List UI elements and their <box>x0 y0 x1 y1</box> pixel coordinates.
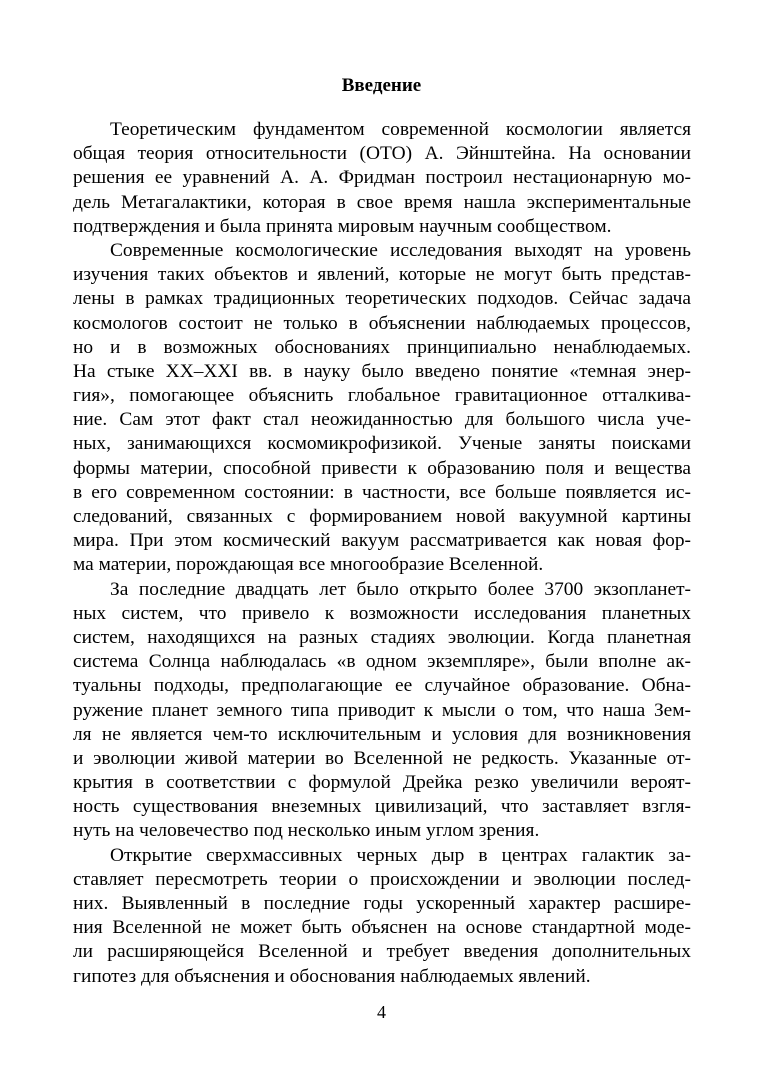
text-line: Открытие сверхмассивных черных дыр в центрах галактик за- <box>110 844 691 866</box>
text-line: ли расширяющейся Вселенной и требует введения дополнительных <box>73 941 691 963</box>
text-line: лены в рамках традиционных теоретических подходов. Сейчас задача <box>73 288 691 310</box>
text-line: ля не является чем-то исключительным и условия для возникновения <box>73 723 691 745</box>
text-line: ма материи, порождающая все многообразие Вселенной. <box>73 554 544 576</box>
text-line: На стыке XX–XXI вв. в науку было введено понятие «темная энер- <box>73 360 691 382</box>
text-line: ных, занимающихся космомикрофизикой. Ученые заняты поисками <box>73 433 691 455</box>
text-line: За последние двадцать лет было открыто более 3700 экзопланет- <box>110 578 691 600</box>
page-title: Введение <box>341 75 422 96</box>
text-line: туальны подходы, предполагающие ее случайное образование. Обна- <box>73 675 691 697</box>
text-line: ния Вселенной не может быть объяснен на основе стандартной моде- <box>73 917 691 939</box>
text-line: Современные космологические исследования выходят на уровень <box>110 239 691 261</box>
text-line: космологов состоит не только в объяснении наблюдаемых процессов, <box>73 312 691 334</box>
text-line: но и в возможных обоснованиях принципиально ненаблюдаемых. <box>73 336 691 358</box>
text-line: следований, связанных с формированием новой вакуумной картины <box>73 506 691 527</box>
text-line: формы материи, способной привести к образованию поля и вещества <box>73 457 691 479</box>
text-line: ружение планет земного типа приводит к мысли о том, что наша Зем- <box>73 699 691 721</box>
text-line: мира. При этом космический вакуум рассматривается как новая фор- <box>73 530 691 552</box>
text-line: гипотез для объяснения и обоснования наблюдаемых явлений. <box>73 965 591 987</box>
text-line: подтверждения и была принята мировым научным сообществом. <box>73 215 612 237</box>
text-line: ность существования внеземных цивилизаций, что заставляет взгля- <box>73 796 691 818</box>
page-number: 4 <box>377 1002 386 1022</box>
text-line: дель Метагалактики, которая в свое время нашла экспериментальные <box>73 191 691 213</box>
text-line: общая теория относительности (ОТО) А. Эйнштейна. На основании <box>73 143 691 165</box>
text-line: систем, находящихся на разных стадиях эволюции. Когда планетная <box>73 626 691 648</box>
text-line: изучения таких объектов и явлений, которые не могут быть представ- <box>73 264 691 286</box>
text-line: ние. Сам этот факт стал неожиданностью для большого числа уче- <box>73 409 691 431</box>
text-line: решения ее уравнений А. А. Фридман построил нестационарную мо- <box>73 167 691 189</box>
text-line: ных систем, что привело к возможности исследования планетных <box>73 602 691 624</box>
text-line: нуть на человечество под несколько иным углом зрения. <box>73 820 540 842</box>
text-line: крытия в соответствии с формулой Дрейка резко увеличили вероят- <box>73 772 691 794</box>
text-line: ставляет пересмотреть теории о происхождении и эволюции послед- <box>73 868 691 890</box>
text-line: гия», помогающее объяснить глобальное гравитационное отталкива- <box>73 385 691 407</box>
text-line: них. Выявленный в последние годы ускоренный характер расшире- <box>73 893 691 914</box>
text-line: система Солнца наблюдалась «в одном экземпляре», были вполне ак- <box>73 651 691 673</box>
text-line: и эволюции живой материи во Вселенной не редкость. Указанные от- <box>73 747 691 769</box>
text-line: Теоретическим фундаментом современной космологии является <box>110 119 691 140</box>
body-text <box>73 118 691 989</box>
text-line: в его современном состоянии: в частности, все больше появляется ис- <box>73 481 691 503</box>
